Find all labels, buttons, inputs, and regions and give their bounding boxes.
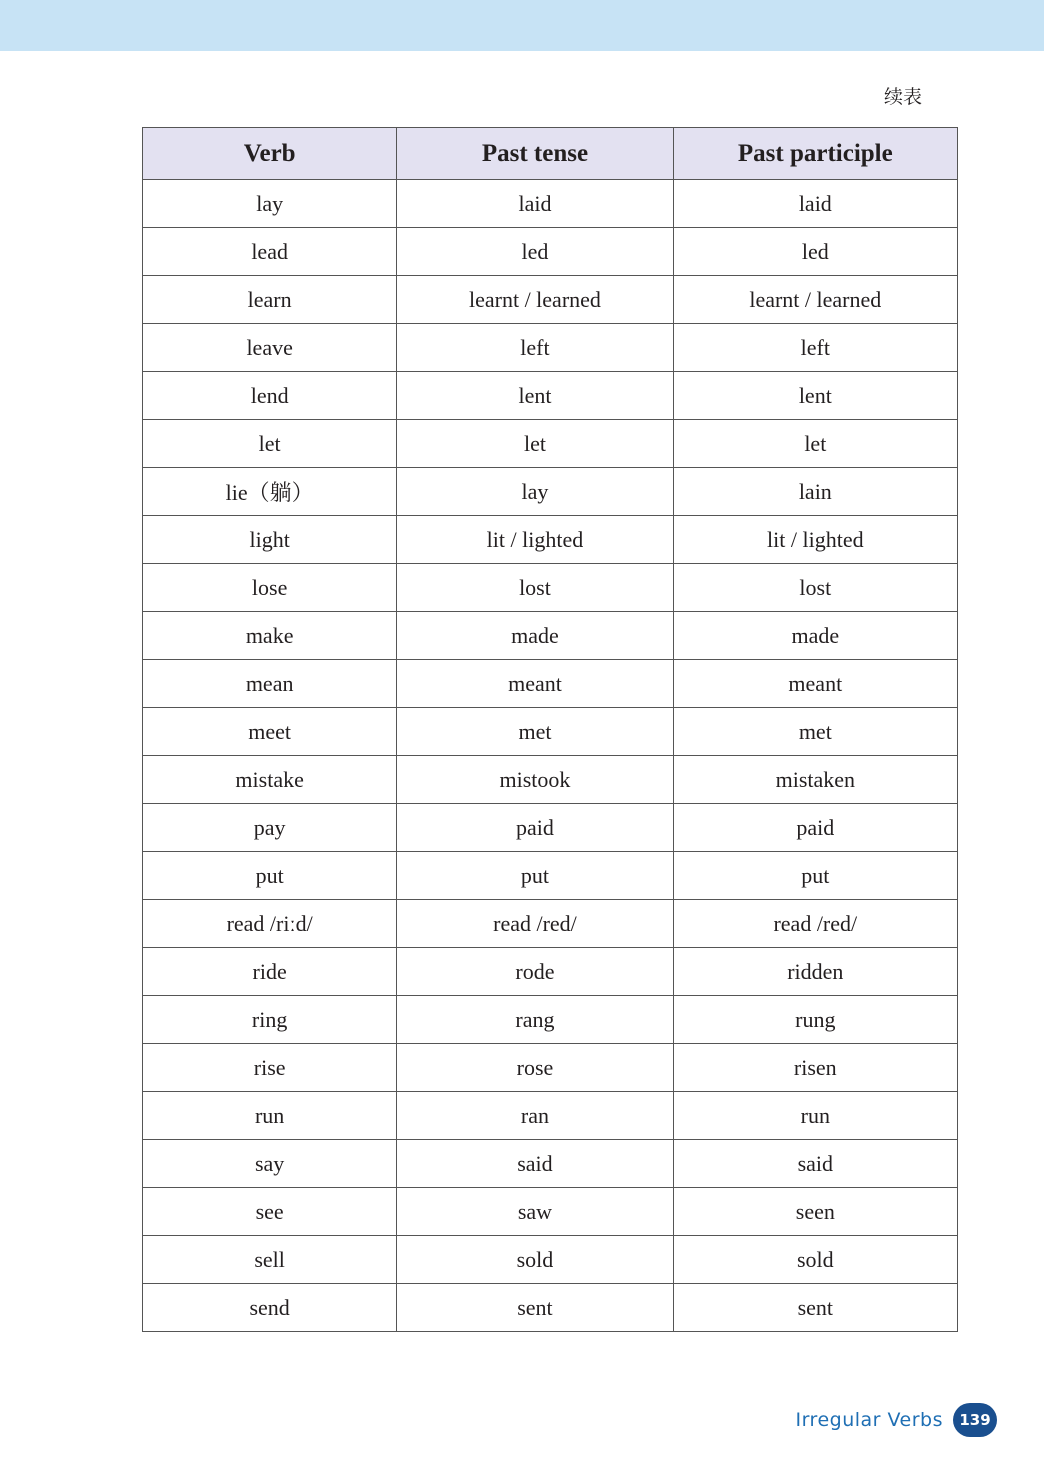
table-row [143, 372, 958, 420]
table-row [143, 1044, 958, 1092]
cell-past-tense: rose [397, 1044, 673, 1092]
table-row [143, 804, 958, 852]
cell-verb: mean [143, 660, 397, 708]
cell-verb: ride [143, 948, 397, 996]
continued-label: 续表 [883, 86, 922, 108]
table-row [143, 660, 958, 708]
page-number-badge: 139 [953, 1403, 997, 1437]
cell-past-participle: met [673, 708, 957, 756]
cell-verb: lay [143, 180, 397, 228]
irregular-verbs-table [142, 127, 958, 1332]
cell-past-tense: laid [397, 180, 673, 228]
cell-past-tense: put [397, 852, 673, 900]
cell-past-tense: rode [397, 948, 673, 996]
cell-past-tense: lit / lighted [397, 516, 673, 564]
table-row [143, 948, 958, 996]
column-header-past-tense: Past tense [397, 128, 673, 180]
cell-verb: run [143, 1092, 397, 1140]
cell-past-participle: rung [673, 996, 957, 1044]
cell-past-participle: ridden [673, 948, 957, 996]
cell-past-tense: read /red/ [397, 900, 673, 948]
table-row [143, 180, 958, 228]
cell-past-participle: lain [673, 468, 957, 516]
cell-past-tense: lent [397, 372, 673, 420]
cell-past-participle: sold [673, 1236, 957, 1284]
cell-verb: put [143, 852, 397, 900]
table-row [143, 1140, 958, 1188]
cell-past-tense: met [397, 708, 673, 756]
table-row [143, 708, 958, 756]
table-row [143, 420, 958, 468]
cell-past-participle: lost [673, 564, 957, 612]
cell-past-tense: left [397, 324, 673, 372]
table-row [143, 468, 958, 516]
cell-verb: read /riːd/ [143, 900, 397, 948]
table-row [143, 612, 958, 660]
cell-past-tense: saw [397, 1188, 673, 1236]
table-row [143, 564, 958, 612]
cell-past-tense: sent [397, 1284, 673, 1332]
cell-past-tense: lay [397, 468, 673, 516]
cell-past-participle: put [673, 852, 957, 900]
cell-past-participle: let [673, 420, 957, 468]
cell-past-participle: seen [673, 1188, 957, 1236]
table-row [143, 756, 958, 804]
cell-past-participle: learnt / learned [673, 276, 957, 324]
cell-verb: lend [143, 372, 397, 420]
cell-past-participle: lent [673, 372, 957, 420]
cell-past-participle: laid [673, 180, 957, 228]
cell-verb: pay [143, 804, 397, 852]
table-row [143, 228, 958, 276]
section-title: Irregular Verbs [795, 1409, 943, 1431]
page-footer [795, 1403, 997, 1437]
cell-verb: say [143, 1140, 397, 1188]
cell-past-tense: learnt / learned [397, 276, 673, 324]
cell-verb: rise [143, 1044, 397, 1092]
cell-past-participle: meant [673, 660, 957, 708]
cell-past-tense: mistook [397, 756, 673, 804]
table-row [143, 1236, 958, 1284]
cell-past-tense: said [397, 1140, 673, 1188]
cell-past-tense: ran [397, 1092, 673, 1140]
cell-past-participle: said [673, 1140, 957, 1188]
table-row [143, 276, 958, 324]
cell-verb: ring [143, 996, 397, 1044]
cell-verb: meet [143, 708, 397, 756]
cell-past-participle: mistaken [673, 756, 957, 804]
cell-verb: lie（躺） [143, 468, 397, 516]
cell-verb: light [143, 516, 397, 564]
cell-past-participle: left [673, 324, 957, 372]
cell-past-tense: rang [397, 996, 673, 1044]
table-row [143, 516, 958, 564]
column-header-past-participle: Past participle [673, 128, 957, 180]
cell-past-participle: sent [673, 1284, 957, 1332]
cell-past-tense: meant [397, 660, 673, 708]
table-row [143, 1188, 958, 1236]
top-color-band [0, 0, 1044, 51]
cell-past-tense: made [397, 612, 673, 660]
table-row [143, 1284, 958, 1332]
cell-verb: sell [143, 1236, 397, 1284]
table-row [143, 1092, 958, 1140]
cell-verb: lead [143, 228, 397, 276]
cell-verb: lose [143, 564, 397, 612]
cell-past-participle: paid [673, 804, 957, 852]
cell-past-participle: made [673, 612, 957, 660]
cell-past-tense: let [397, 420, 673, 468]
table-row [143, 996, 958, 1044]
cell-past-participle: led [673, 228, 957, 276]
table-row [143, 900, 958, 948]
cell-past-participle: lit / lighted [673, 516, 957, 564]
cell-verb: see [143, 1188, 397, 1236]
cell-past-participle: run [673, 1092, 957, 1140]
cell-verb: let [143, 420, 397, 468]
cell-verb: make [143, 612, 397, 660]
cell-verb: learn [143, 276, 397, 324]
table-body [143, 180, 958, 1332]
cell-past-tense: sold [397, 1236, 673, 1284]
cell-past-participle: risen [673, 1044, 957, 1092]
table-header-row [143, 128, 958, 180]
table-row [143, 852, 958, 900]
cell-past-tense: lost [397, 564, 673, 612]
cell-verb: leave [143, 324, 397, 372]
cell-past-participle: read /red/ [673, 900, 957, 948]
cell-past-tense: paid [397, 804, 673, 852]
cell-verb: send [143, 1284, 397, 1332]
column-header-verb: Verb [143, 128, 397, 180]
table-row [143, 324, 958, 372]
cell-verb: mistake [143, 756, 397, 804]
cell-past-tense: led [397, 228, 673, 276]
